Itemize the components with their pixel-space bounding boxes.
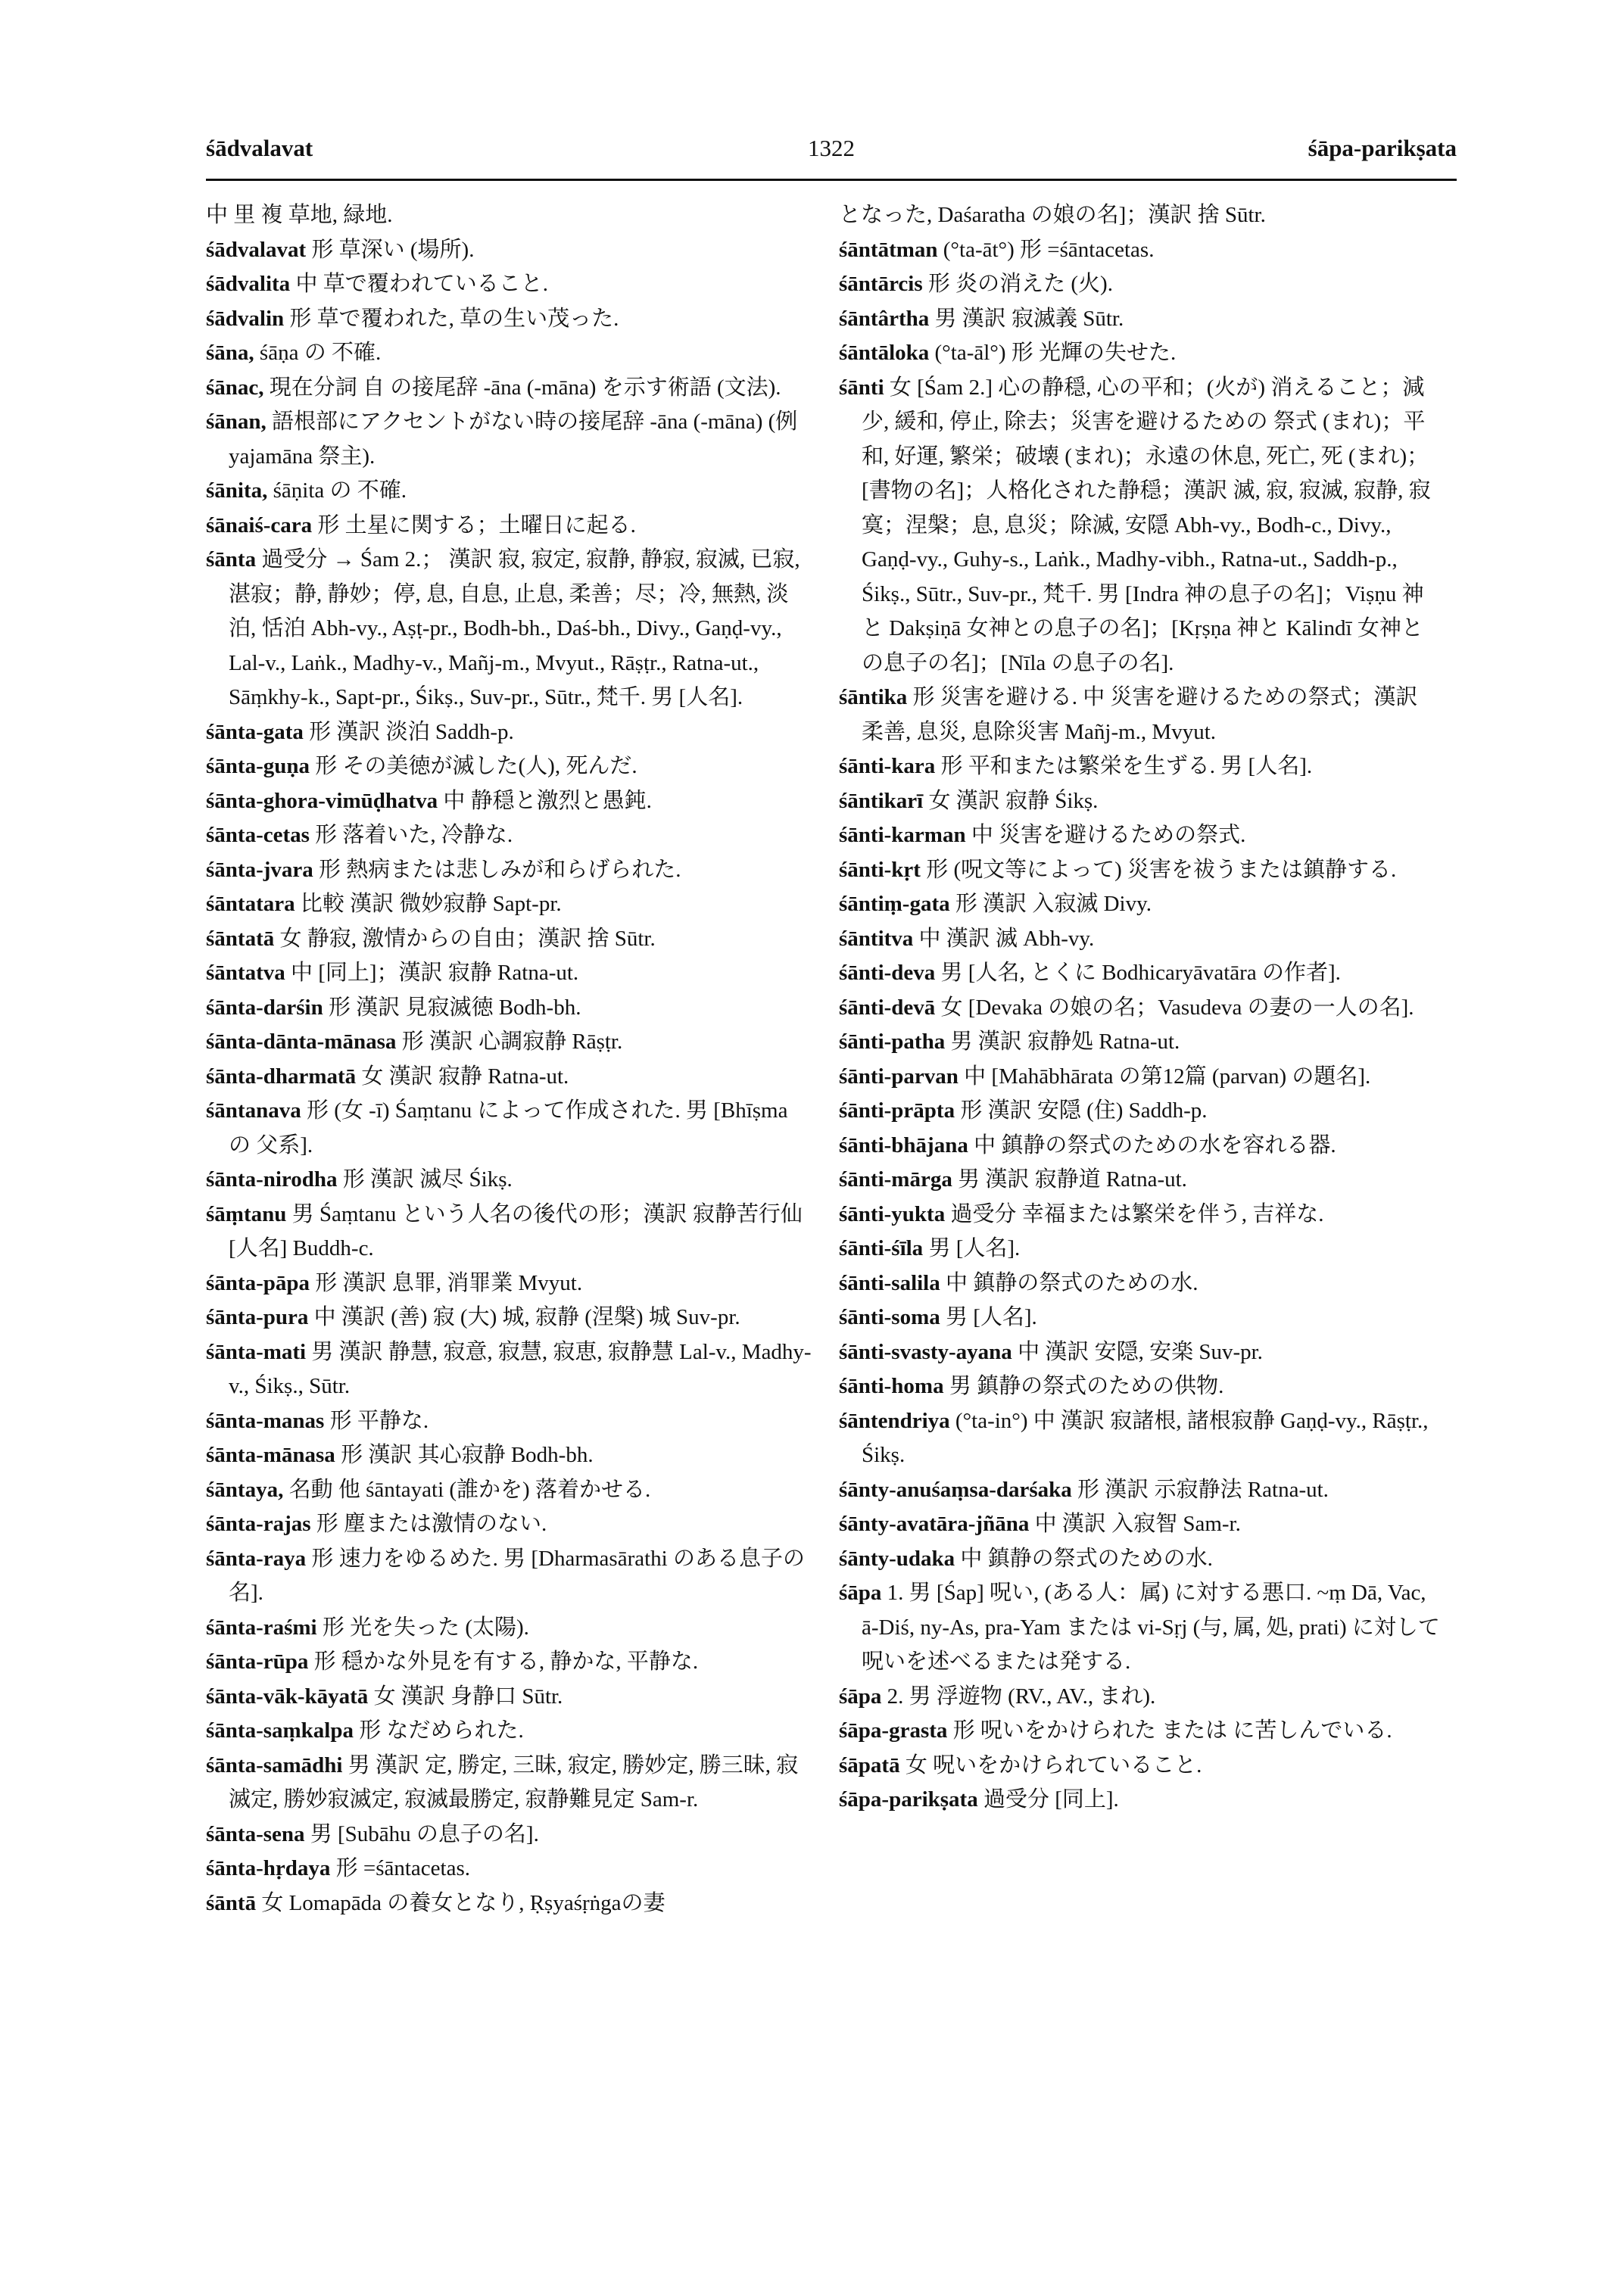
headword: śānta-gata — [206, 719, 304, 744]
definition: 語根部にアクセントがない時の接尾辞 -āna (-māna) (例 yajamāna 祭主). — [229, 410, 798, 469]
definition: 形 漢訳 示寂静法 Ratna-ut. — [1071, 1477, 1329, 1502]
dictionary-entry — [839, 749, 1445, 784]
headword: śādvalin — [206, 306, 285, 331]
headword: śānti-prāpta — [839, 1098, 955, 1123]
definition: 男 Śaṃtanu という人名の後代の形；漢訳 寂静苦行仙 [人名] Buddh-c. — [229, 1201, 803, 1260]
headword: śāntendriya — [839, 1408, 950, 1433]
headword: śāntatara — [206, 892, 295, 916]
dictionary-entry — [206, 1438, 812, 1473]
headword: śānti-homa — [839, 1374, 944, 1398]
headword: śāntikarī — [839, 788, 924, 813]
definition: 男 漢訳 寂静処 Ratna-ut. — [945, 1030, 1180, 1054]
dictionary-entry — [206, 474, 812, 509]
dictionary-entry — [206, 991, 812, 1026]
dictionary-entry — [206, 1198, 812, 1266]
headword: śānta-manas — [206, 1408, 325, 1433]
headword: śānti-svasty-ayana — [839, 1339, 1012, 1364]
definition: 男 [人名]. — [940, 1305, 1037, 1329]
definition: 中 災害を避けるための祭式. — [965, 823, 1246, 847]
dictionary-entry — [206, 1404, 812, 1439]
dictionary-entry — [839, 1198, 1445, 1232]
definition: 男 [Subāhu の息子の名]. — [304, 1821, 539, 1846]
definition: 男 漢訳 定, 勝定, 三昧, 寂定, 勝妙定, 勝三昧, 寂滅定, 勝妙寂滅定, 寂滅最勝定, 寂静難見定 Sam-r. — [229, 1752, 799, 1812]
definition: 形 (呪文等によって) 災害を祓うまたは鎮静する. — [920, 857, 1397, 882]
definition: 中 漢訳 (善) 寂 (大) 城, 寂静 (涅槃) 城 Suv-pr. — [308, 1305, 740, 1329]
definition: 過受分 [同上]. — [977, 1787, 1119, 1812]
dictionary-entry — [206, 1852, 812, 1886]
headword: śānty-anuśaṃsa-darśaka — [839, 1477, 1072, 1502]
dictionary-entry — [839, 681, 1445, 749]
dictionary-entry — [839, 1025, 1445, 1060]
headword: śānty-avatāra-jñāna — [839, 1512, 1030, 1536]
dictionary-entry — [839, 1473, 1445, 1508]
headword: śānta-pura — [206, 1305, 309, 1329]
headword: śāpa — [839, 1581, 882, 1605]
headword: śānti-deva — [839, 961, 936, 985]
definition: 中 里 複 草地, 緑地. — [206, 203, 393, 227]
dictionary-entry — [206, 1060, 812, 1095]
headword: śāntatā — [206, 926, 275, 951]
headword: śānta-mānasa — [206, 1443, 335, 1467]
definition: 女 呪いをかけられていること. — [899, 1752, 1202, 1777]
definition: 形 漢訳 見寂滅徳 Bodh-bh. — [323, 995, 581, 1020]
headword: śānaiś-cara — [206, 512, 313, 537]
definition: 形 漢訳 入寂滅 Divy. — [949, 892, 1152, 916]
dictionary-entry — [839, 336, 1445, 371]
definition: 男 [人名]. — [923, 1236, 1021, 1260]
definition: 形 草深い (場所). — [306, 237, 475, 262]
dictionary-entry — [206, 1266, 812, 1301]
definition: 男 漢訳 寂滅義 Sūtr. — [929, 306, 1124, 331]
headword: śānta-hṛdaya — [206, 1856, 331, 1880]
headword: śānta-saṃkalpa — [206, 1718, 354, 1743]
headword: śānta-raya — [206, 1546, 307, 1571]
headword: śānta-rūpa — [206, 1650, 309, 1674]
dictionary-entry — [839, 1404, 1445, 1473]
headword: śānti-kṛt — [839, 857, 921, 882]
headword: śānti-parvan — [839, 1064, 959, 1089]
definition: 形 災害を避ける. 中 災害を避けるための祭式；漢訳 柔善, 息災, 息除災害 Mañj-m., Mvyut. — [862, 685, 1418, 744]
definition: 形 漢訳 淡泊 Saddh-p. — [303, 719, 514, 744]
dictionary-entry — [206, 1680, 812, 1715]
headword: śānta-raśmi — [206, 1615, 317, 1640]
definition: 女 Lomapāda の養女となり, Ṛṣyaśṛṅgaの妻 — [256, 1890, 665, 1915]
page-number: 1322 — [808, 135, 855, 161]
definition: 男 漢訳 寂静道 Ratna-ut. — [952, 1167, 1187, 1192]
definition: 男 鎮静の祭式のための供物. — [943, 1374, 1224, 1398]
definition: 中 鎮静の祭式のための水. — [955, 1546, 1213, 1571]
running-header — [206, 135, 1457, 173]
definition: 形 平和または繁栄を生ずる. 男 [人名]. — [935, 754, 1313, 778]
headword: śānta-pāpa — [206, 1270, 310, 1295]
definition: 形 塵または激情のない. — [310, 1512, 547, 1536]
dictionary-entry — [839, 887, 1445, 922]
dictionary-entry — [839, 1369, 1445, 1404]
dictionary-entry — [206, 1714, 812, 1749]
dictionary-entry — [206, 543, 812, 715]
definition: 形 漢訳 心調寂静 Rāṣṭr. — [396, 1030, 623, 1054]
dictionary-entry — [839, 1232, 1445, 1266]
dictionary-entry — [839, 991, 1445, 1026]
dictionary-entry — [206, 887, 812, 922]
headword: śāntā — [206, 1890, 257, 1915]
dictionary-entry — [206, 1507, 812, 1542]
dictionary-entry — [839, 1129, 1445, 1164]
definition: 形 =śāntacetas. — [330, 1856, 471, 1880]
definition: śāṇita の 不確. — [267, 478, 407, 503]
headword: śānti-soma — [839, 1305, 940, 1329]
definition: 女 漢訳 身静口 Sūtr. — [368, 1684, 563, 1709]
headword: śānta-cetas — [206, 823, 310, 847]
dictionary-entry — [839, 1094, 1445, 1129]
dictionary-entry — [839, 1714, 1445, 1749]
definition: 中 鎮静の祭式のための水を容れる器. — [968, 1132, 1336, 1157]
headword: śāntātman — [839, 237, 938, 262]
dictionary-entry — [206, 336, 812, 371]
definition: 女 [Śam 2.] 心の静穏, 心の平和；(火が) 消えること；減少, 緩和, 停止, 除去；災害を避けるための 祭式 (まれ)；平和, 好運, 繁栄；破壊 (まれ)；永遠の休息, 死亡, 死 (まれ)；[書物の名]；人格化された静穏；漢訳 滅, 寂, 寂滅, 寂静, 寂寞；涅槃；息, 息災；除滅, 安隠 Abh-vy., Bodh-c., Divy., Gaṇḍ-vy., Guhy-s., Laṅk., Madhy-vibh., Ratna-ut., Saddh-p., Śikṣ., Sūtr., Suv-pr., 梵千. 男 [Indra 神の息子の名]；Viṣṇu 神 と Dakṣiṇā 女神との息子の名]；[Kṛṣṇa 神と Kālindī 女神との息子の名]；[Nīla の息子の名]. — [862, 375, 1431, 675]
definition: 形 その美徳が滅した(人), 死んだ. — [310, 754, 637, 778]
dictionary-entry — [206, 1542, 812, 1611]
headword: śāntatva — [206, 961, 285, 985]
definition: 形 漢訳 安隠 (住) Saddh-p. — [955, 1098, 1208, 1123]
definition: 形 光を失った (太陽). — [316, 1615, 529, 1640]
definition: (°ta-āl°) 形 光輝の失せた. — [929, 341, 1177, 365]
dictionary-entry — [839, 267, 1445, 302]
dictionary-entry — [839, 233, 1445, 268]
definition: (°ta-in°) 中 漢訳 寂諸根, 諸根寂静 Gaṇḍ-vy., Rāṣṭr., Śikṣ. — [862, 1408, 1429, 1467]
definition: 過受分 幸福または繁栄を伴う, 吉祥な. — [945, 1201, 1324, 1226]
dictionary-entry — [206, 1025, 812, 1060]
headword: śāntāloka — [839, 341, 930, 365]
headword: śāpa-parikṣata — [839, 1787, 978, 1812]
dictionary-entry — [839, 1266, 1445, 1301]
headword: śānta-jvara — [206, 857, 313, 882]
dictionary-entry — [839, 922, 1445, 957]
header-rule — [206, 179, 1457, 181]
dictionary-entry — [206, 267, 812, 302]
headword: śāpa-grasta — [839, 1718, 948, 1743]
definition: śāṇa の 不確. — [254, 341, 382, 365]
headword: śānti-bhājana — [839, 1132, 968, 1157]
headword: śānta-samādhi — [206, 1752, 343, 1777]
dictionary-entry — [206, 1749, 812, 1818]
right-guide-word: śāpa-parikṣata — [1308, 135, 1457, 161]
dictionary-entry — [206, 1335, 812, 1404]
dictionary-entry — [206, 405, 812, 474]
headword: śāntanava — [206, 1098, 301, 1123]
headword: śānta-dānta-mānasa — [206, 1030, 397, 1054]
headword: śāpa — [839, 1684, 882, 1709]
headword: śāntitva — [839, 926, 914, 951]
left-column — [206, 198, 812, 1921]
headword: śānti-kara — [839, 754, 936, 778]
headword: śānta — [206, 547, 257, 572]
dictionary-entry — [839, 1335, 1445, 1370]
dictionary-entry — [206, 922, 812, 957]
dictionary-entry — [839, 784, 1445, 819]
headword: śānta-dharmatā — [206, 1064, 357, 1089]
dictionary-entry — [839, 1507, 1445, 1542]
definition: 名動 他 śāntayati (誰かを) 落着かせる. — [283, 1477, 651, 1502]
dictionary-entry — [839, 1680, 1445, 1715]
definition: 2. 男 浮遊物 (RV., AV., まれ). — [881, 1684, 1156, 1709]
dictionary-entry — [206, 853, 812, 888]
dictionary-entry — [206, 302, 812, 337]
dictionary-entry — [839, 1749, 1445, 1784]
headword: śānta-darśin — [206, 995, 323, 1020]
definition: 形 炎の消えた (火). — [922, 272, 1113, 296]
definition: 形 草で覆われた, 草の生い茂った. — [284, 306, 619, 331]
dictionary-entry — [839, 818, 1445, 853]
headword: śādvalavat — [206, 237, 307, 262]
definition: 形 呪いをかけられた または に苦しんでいる. — [947, 1718, 1392, 1743]
definition: 中 漢訳 滅 Abh-vy. — [913, 926, 1095, 951]
headword: śānti — [839, 375, 884, 400]
headword: śānty-udaka — [839, 1546, 955, 1571]
headword: śānta-mati — [206, 1339, 307, 1364]
headword: śānti-karman — [839, 823, 966, 847]
headword: śāpatā — [839, 1752, 900, 1777]
headword: śānta-guṇa — [206, 754, 310, 778]
dictionary-entry — [206, 1473, 812, 1508]
headword: śānan, — [206, 410, 267, 434]
definition: 形 速力をゆるめた. 男 [Dharmasārathi のある息子の名]. — [229, 1546, 805, 1605]
dictionary-entry — [839, 1542, 1445, 1577]
dictionary-entry — [206, 1818, 812, 1852]
headword: śānti-yukta — [839, 1201, 946, 1226]
headword: śānta-vāk-kāyatā — [206, 1684, 369, 1709]
definition: 形 漢訳 息罪, 消罪業 Mvyut. — [310, 1270, 583, 1295]
headword: śānti-salila — [839, 1270, 940, 1295]
dictionary-entry — [839, 371, 1445, 681]
definition: 中 漢訳 安隠, 安楽 Suv-pr. — [1011, 1339, 1263, 1364]
definition: 中 漢訳 入寂智 Sam-r. — [1029, 1512, 1241, 1536]
dictionary-entry — [206, 1301, 812, 1335]
dictionary-entry — [839, 1163, 1445, 1198]
dictionary-entry — [839, 853, 1445, 888]
definition: 形 漢訳 滅尽 Śikṣ. — [337, 1167, 513, 1192]
headword: śānta-sena — [206, 1821, 305, 1846]
dictionary-entry — [206, 715, 812, 750]
definition: となった, Daśaratha の娘の名]；漢訳 捨 Sūtr. — [839, 203, 1266, 227]
headword: śānta-nirodha — [206, 1167, 338, 1192]
definition: 形 土星に関する；土曜日に起る. — [312, 512, 636, 537]
definition: 女 漢訳 寂静 Ratna-ut. — [356, 1064, 569, 1089]
definition: 形 落着いた, 冷静な. — [309, 823, 513, 847]
headword: śāntārcis — [839, 272, 923, 296]
definition: 中 鎮静の祭式のための水. — [940, 1270, 1199, 1295]
definition: 形 漢訳 其心寂静 Bodh-bh. — [335, 1443, 594, 1467]
right-column — [839, 198, 1445, 1818]
dictionary-entry — [839, 1301, 1445, 1335]
definition: 形 (女 -ī) Śaṃtanu によって作成された. 男 [Bhīṣma の 父系]. — [229, 1098, 788, 1157]
dictionary-entry — [839, 1576, 1445, 1680]
dictionary-entry — [206, 1611, 812, 1646]
headword: śānta-rajas — [206, 1512, 311, 1536]
definition: 1. 男 [Śap] 呪い, (ある人：属) に対する悪口. ~ṃ Dā, Vac, ā-Diś, ny-As, pra-Yam または vi-Sṛj (与, 属, 処, prati) に対して呪いを述べるまたは発する. — [862, 1581, 1440, 1674]
definition: 中 [Mahābhārata の第12篇 (parvan) の題名]. — [958, 1064, 1371, 1089]
dictionary-entry — [206, 198, 812, 233]
definition: 女 [Devaka の娘の名；Vasudeva の妻の一人の名]. — [935, 995, 1414, 1020]
dictionary-entry — [206, 818, 812, 853]
dictionary-entry — [206, 371, 812, 406]
definition: 中 静穏と激烈と愚鈍. — [438, 788, 652, 813]
headword: śāntaya, — [206, 1477, 284, 1502]
dictionary-entry — [839, 198, 1445, 233]
definition: 形 なだめられた. — [354, 1718, 524, 1743]
definition: (°ta-āt°) 形 =śāntacetas. — [937, 237, 1155, 262]
dictionary-entry — [839, 956, 1445, 991]
headword: śāntiṃ-gata — [839, 892, 950, 916]
headword: śāntika — [839, 685, 908, 709]
definition: 形 穏かな外見を有する, 静かな, 平静な. — [308, 1650, 699, 1674]
definition: 女 漢訳 寂静 Śikṣ. — [923, 788, 1099, 813]
dictionary-entry — [839, 1060, 1445, 1095]
headword: śānta-ghora-vimūḍhatva — [206, 788, 438, 813]
definition: 現在分詞 自 の接尾辞 -āna (-māna) を示す術語 (文法). — [263, 375, 781, 400]
dictionary-entry — [206, 784, 812, 819]
dictionary-entry — [206, 749, 812, 784]
dictionary-entry — [206, 956, 812, 991]
headword: śānti-śīla — [839, 1236, 924, 1260]
headword: śānti-devā — [839, 995, 936, 1020]
definition: 比較 漢訳 微妙寂静 Sapt-pr. — [295, 892, 562, 916]
definition: 過受分 → Śam 2.； 漢訳 寂, 寂定, 寂静, 静寂, 寂滅, 已寂, 湛寂；静, 静妙；停, 息, 自息, 止息, 柔善；尽；冷, 無熱, 淡泊, 恬泊 Abh-vy., Aṣṭ-pr., Bodh-bh., Daś-bh., Divy., Gaṇḍ-vy., Lal-v., Laṅk., Madhy-v., Mañj-m., Mvyut., Rāṣṭr., Ratna-ut., Sāṃkhy-k., Sapt-pr., Śikṣ., Suv-pr., Sūtr., 梵千. 男 [人名]. — [229, 547, 800, 709]
headword: śānita, — [206, 478, 268, 503]
dictionary-entry — [206, 1094, 812, 1163]
dictionary-entry — [206, 1645, 812, 1680]
left-guide-word: śādvalavat — [206, 135, 313, 161]
headword: śāna, — [206, 341, 254, 365]
definition: 女 静寂, 激情からの自由；漢訳 捨 Sūtr. — [274, 926, 656, 951]
dictionary-entry — [206, 509, 812, 544]
dictionary-entry — [206, 1886, 812, 1921]
definition: 男 [人名, とくに Bodhicaryāvatāra の作者]. — [935, 961, 1341, 985]
dictionary-entry — [839, 1783, 1445, 1818]
definition: 形 熱病または悲しみが和らげられた. — [313, 857, 681, 882]
headword: śānac, — [206, 375, 264, 400]
headword: śāṃtanu — [206, 1201, 287, 1226]
definition: 中 草で覆われていること. — [290, 272, 548, 296]
dictionary-entry — [206, 1163, 812, 1198]
headword: śādvalita — [206, 272, 291, 296]
headword: śāntârtha — [839, 306, 930, 331]
dictionary-entry — [206, 233, 812, 268]
headword: śānti-mārga — [839, 1167, 952, 1192]
definition: 男 漢訳 静慧, 寂意, 寂慧, 寂恵, 寂静慧 Lal-v., Madhy-v., Śikṣ., Sūtr. — [229, 1339, 812, 1398]
dictionary-entry — [839, 302, 1445, 337]
definition: 形 平静な. — [324, 1408, 429, 1433]
definition: 中 [同上]；漢訳 寂静 Ratna-ut. — [285, 961, 579, 985]
headword: śānti-patha — [839, 1030, 946, 1054]
